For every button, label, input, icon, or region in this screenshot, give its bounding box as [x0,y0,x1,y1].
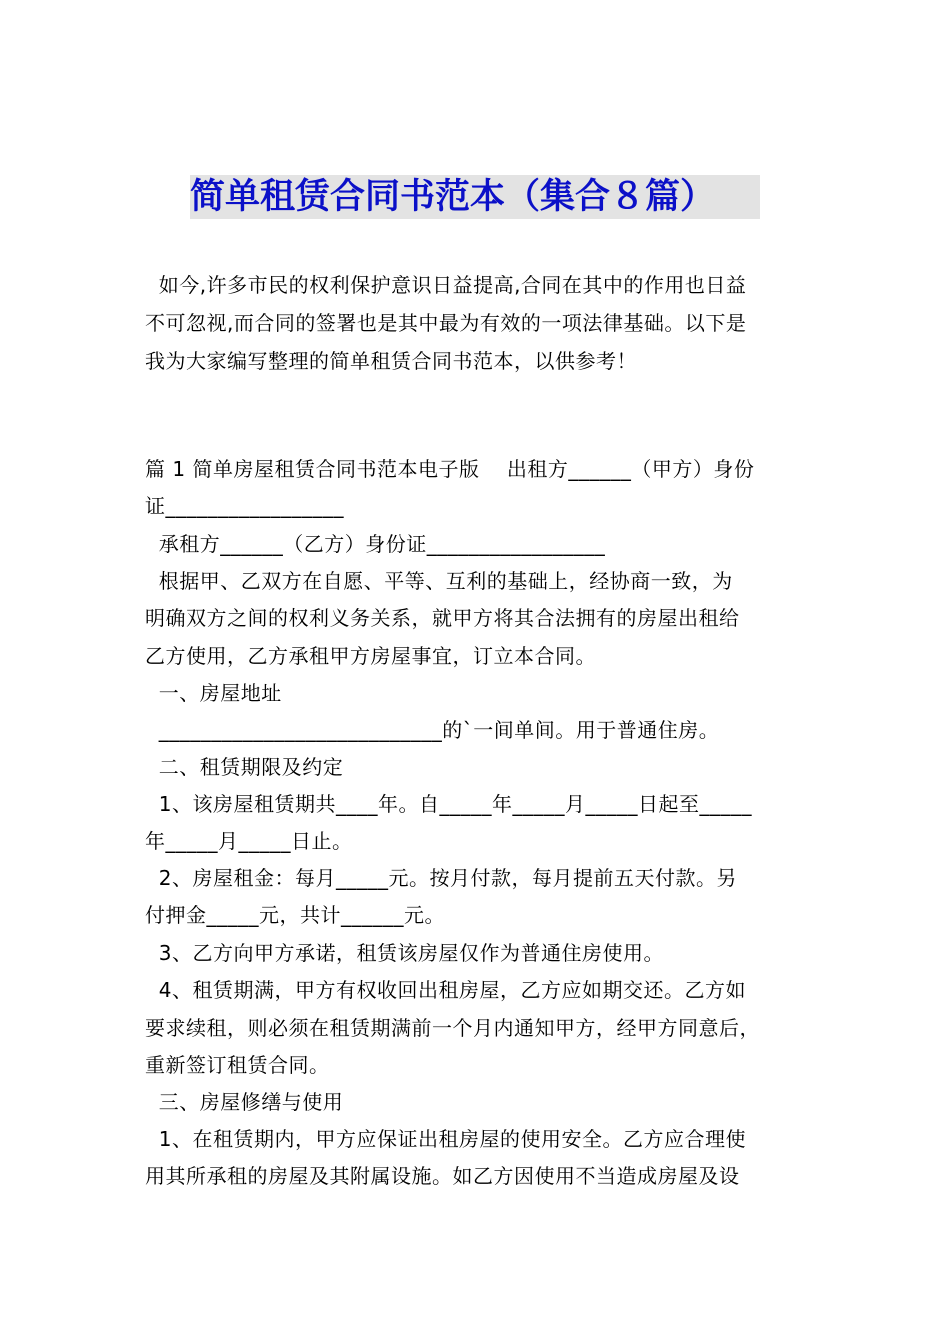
body-line: 用其所承租的房屋及其附属设施。如乙方因使用不当造成房屋及设 [145,1164,740,1188]
body-line: 乙方使用，乙方承租甲方房屋事宜，订立本合同。 [145,644,596,668]
intro-line: 如今,许多市民的权利保护意识日益提高,合同在其中的作用也日益 [145,273,747,297]
body-line: 明确双方之间的权利义务关系，就甲方将其合法拥有的房屋出租给 [145,606,740,630]
intro-line: 不可忽视,而合同的签署也是其中最为有效的一项法律基础。以下是 [145,311,747,335]
body-line: 付押金_____元，共计______元。 [145,903,445,927]
body-line: 4、租赁期满，甲方有权收回出租房屋，乙方应如期交还。乙方如 [145,978,746,1002]
body-line: 承租方______（乙方）身份证_________________ [145,532,606,556]
section-heading: 篇 1 简单房屋租赁合同书范本电子版 出租方______（甲方）身份 [145,457,755,481]
intro-line: 我为大家编写整理的简单租赁合同书范本，以供参考！ [145,349,637,373]
body-line: 年_____月_____日止。 [145,829,353,853]
body-line: 根据甲、乙双方在自愿、平等、互利的基础上，经协商一致，为 [145,569,733,593]
page-title: 简单租赁合同书范本（集合８篇） [190,175,760,219]
body-line: 2、房屋租金：每月_____元。按月付款，每月提前五天付款。另 [145,866,737,890]
clause-heading: 二、租赁期限及约定 [145,755,344,779]
body-line: 3、乙方向甲方承诺，租赁该房屋仅作为普通住房使用。 [145,941,664,965]
body-line: ___________________________的`一间单间。用于普通住房。 [145,718,720,742]
body-line: 重新签订租赁合同。 [145,1053,330,1077]
clause-heading: 一、房屋地址 [145,681,282,705]
body-line: 证_________________ [145,494,344,518]
body-line: 1、该房屋租赁期共____年。自_____年_____月_____日起至_____ [145,792,752,816]
body-line: 1、在租赁期内，甲方应保证出租房屋的使用安全。乙方应合理使 [145,1127,746,1151]
body-line: 要求续租，则必须在租赁期满前一个月内通知甲方，经甲方同意后， [145,1016,760,1040]
clause-heading: 三、房屋修缮与使用 [145,1090,344,1114]
